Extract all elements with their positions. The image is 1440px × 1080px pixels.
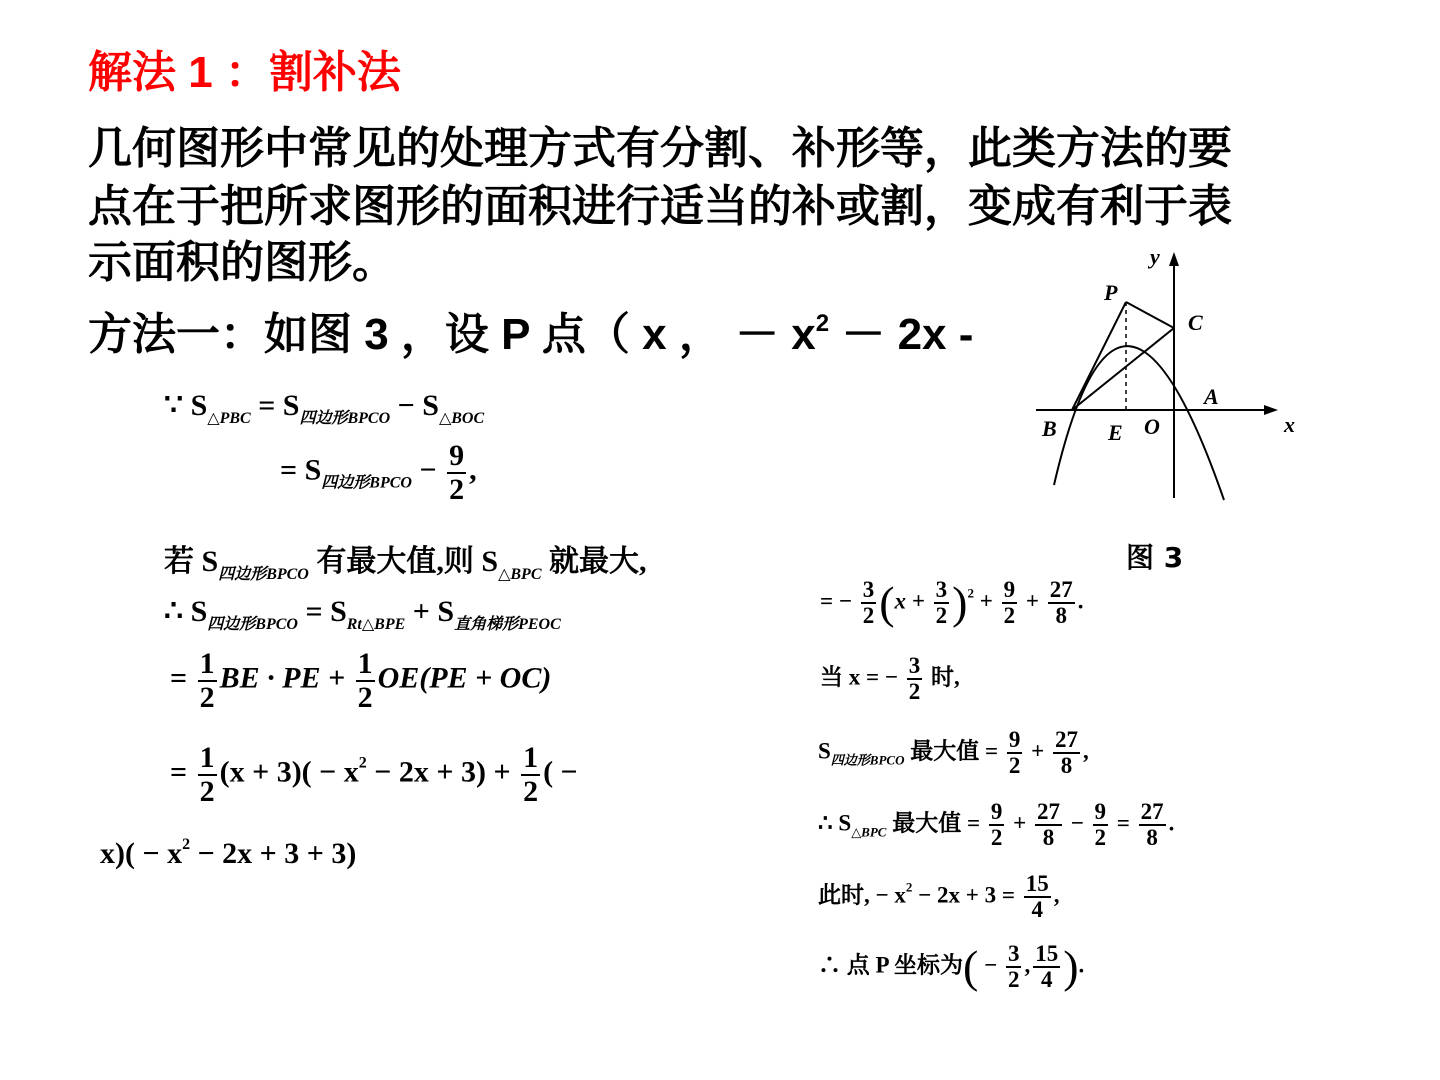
r1-num-1: 3 — [861, 578, 877, 604]
r2-num: 3 — [907, 654, 923, 680]
r1-num-2: 3 — [934, 578, 950, 604]
r5-end: , — [1053, 882, 1060, 908]
r1-paren-open: ( — [879, 577, 895, 629]
l2-end: , — [469, 453, 477, 487]
l6-den-1: 2 — [199, 774, 215, 808]
l5-num-2: 1 — [357, 647, 373, 680]
r4-fraction-2 — [1035, 800, 1062, 850]
r1-num-4: 27 — [1048, 578, 1075, 604]
right-line-4 — [818, 800, 1174, 850]
r4-num-4: 27 — [1139, 800, 1166, 826]
r3-num-2: 27 — [1053, 728, 1080, 754]
r1-den-3: 2 — [1003, 603, 1016, 629]
label-p: P — [1104, 280, 1118, 305]
r1-paren-close: ) — [952, 577, 968, 629]
r4-num-1: 9 — [989, 800, 1005, 826]
l4-sub-c: 直角梯形PEOC — [454, 616, 561, 633]
l7-text-a: x)( − x — [100, 837, 183, 870]
l6-num-2: 1 — [523, 741, 539, 774]
l5-num-1: 1 — [199, 647, 215, 680]
l3-sub-b: △BPC — [498, 566, 542, 583]
r3-fraction-1 — [1007, 728, 1023, 778]
method-line — [88, 298, 973, 362]
r5-text-a: 此时, − x — [818, 882, 906, 908]
label-o: O — [1144, 414, 1160, 439]
r1-num-3: 9 — [1002, 578, 1018, 604]
r3-den-1: 2 — [1008, 753, 1021, 779]
r6-paren-close: ) — [1063, 941, 1079, 993]
r4-num-2: 27 — [1035, 800, 1062, 826]
l4-text-c: + S — [405, 595, 455, 628]
l2-text-a: = S — [280, 453, 322, 487]
l6-exp: 2 — [358, 754, 367, 772]
r1-plus-2: + — [1020, 588, 1045, 614]
r5-text-b: − 2x + 3 = — [912, 882, 1021, 908]
r1-inner: x + — [894, 588, 931, 614]
r3-plus: + — [1025, 738, 1050, 764]
label-e: E — [1108, 420, 1123, 445]
l1-text-b: = S — [250, 389, 300, 422]
l6-text-b: (x + 3)( − x — [219, 755, 359, 789]
l6-text-d: ( − — [543, 755, 578, 789]
r4-den-2: 8 — [1042, 825, 1055, 851]
r5-den: 4 — [1031, 897, 1043, 923]
r6-fraction-1 — [1006, 942, 1022, 992]
l3-sub-a: 四边形BPCO — [218, 566, 309, 583]
r1-den-1: 2 — [862, 603, 875, 629]
left-line-2 — [280, 440, 477, 505]
l1-text-c: − S — [390, 389, 439, 422]
r3-num-1: 9 — [1007, 728, 1023, 754]
paragraph-line-3: 示面积的图形。 — [88, 238, 396, 287]
l1-text-a: ∵ S — [164, 389, 208, 422]
l2-sub: 四边形BPCO — [321, 474, 412, 492]
r4-plus: + — [1007, 810, 1032, 836]
r2-fraction — [907, 654, 923, 704]
l5-den-2: 2 — [357, 680, 373, 714]
r1-fraction-2 — [934, 578, 950, 628]
label-b: B — [1042, 416, 1057, 441]
l1-sub-a: △PBC — [207, 410, 251, 427]
r3-text-b: 最大值 = — [904, 738, 1004, 764]
figure-caption: 图 3 — [1126, 541, 1184, 574]
r5-num: 15 — [1024, 872, 1051, 898]
r5-exp: 2 — [905, 879, 913, 895]
left-line-5 — [170, 648, 551, 713]
r6-den-1: 2 — [1007, 967, 1020, 993]
l3-text-a: 若 S — [164, 545, 219, 578]
r4-fraction-4 — [1139, 800, 1166, 850]
l5-fraction-1 — [198, 648, 217, 713]
r4-end: . — [1168, 810, 1175, 836]
l5-den-1: 2 — [199, 680, 215, 714]
left-line-7 — [100, 836, 356, 871]
r1-fraction-4 — [1048, 578, 1075, 628]
l7-exp: 2 — [182, 836, 191, 853]
r1-den-2: 2 — [935, 603, 948, 629]
r1-fraction-3 — [1002, 578, 1018, 628]
method-suffix: － 2x - — [829, 310, 974, 359]
r1-exp: 2 — [967, 585, 974, 601]
method-prefix: 方法一：如图 3 ，设 P 点（ x ， － x — [88, 310, 816, 359]
r4-fraction-3 — [1093, 800, 1109, 850]
r3-end: , — [1082, 738, 1089, 764]
r2-text-a: 当 x = − — [820, 664, 904, 690]
r3-den-2: 8 — [1060, 753, 1073, 779]
r1-text-a: = − — [820, 588, 858, 614]
right-line-5 — [818, 872, 1059, 922]
l2-num: 9 — [449, 439, 465, 472]
l5-text-c: OE(PE + OC) — [377, 661, 552, 695]
l5-fraction-2 — [356, 648, 375, 713]
right-line-6 — [818, 942, 1084, 992]
r4-text-a: ∴ S — [818, 810, 852, 836]
r3-sub: 四边形BPCO — [830, 752, 905, 768]
l6-fraction-1 — [198, 742, 217, 807]
r6-paren-open: ( — [963, 941, 979, 993]
r4-den-4: 8 — [1146, 825, 1158, 851]
label-c: C — [1188, 310, 1203, 335]
r5-fraction — [1024, 872, 1051, 922]
r4-minus: − — [1064, 810, 1090, 836]
l6-num-1: 1 — [199, 741, 215, 774]
label-a: A — [1204, 384, 1219, 409]
r3-text-a: S — [818, 738, 831, 764]
method-exponent: 2 — [815, 310, 830, 337]
l4-text-b: = S — [297, 595, 347, 628]
r6-num-1: 3 — [1006, 942, 1022, 968]
right-line-3 — [818, 728, 1089, 778]
l6-text-c: − 2x + 3) + — [366, 755, 519, 789]
left-line-1 — [164, 388, 484, 428]
l2-text-b: − — [411, 453, 445, 487]
r4-sub: △BPC — [851, 824, 887, 840]
r4-text-b: 最大值 = — [886, 810, 986, 836]
r6-text-a: ∴ 点 P 坐标为 — [818, 952, 964, 978]
r4-den-3: 2 — [1094, 825, 1107, 851]
label-y: y — [1150, 244, 1160, 269]
left-line-4 — [164, 594, 561, 634]
r2-den: 2 — [908, 679, 921, 705]
right-line-1 — [820, 578, 1083, 628]
l6-den-2: 2 — [523, 774, 539, 808]
l3-text-c: 就最大, — [541, 545, 647, 578]
r4-eq: = — [1111, 810, 1136, 836]
figure-3-diagram — [1026, 240, 1306, 510]
l6-text-a: = — [170, 755, 195, 789]
r2-text-b: 时, — [925, 664, 960, 690]
l4-text-a: ∴ S — [164, 595, 208, 628]
r1-fraction-1 — [861, 578, 877, 628]
r6-minus: − — [978, 952, 1003, 978]
l2-den: 2 — [449, 472, 465, 506]
r6-comma: , — [1024, 952, 1031, 978]
l1-sub-c: △BOC — [438, 410, 485, 427]
r4-den-1: 2 — [990, 825, 1003, 851]
r1-end: . — [1077, 588, 1084, 614]
left-line-6 — [170, 742, 578, 807]
l5-text-a: = — [170, 661, 195, 695]
r6-den-2: 4 — [1040, 967, 1053, 993]
l4-sub-a: 四边形BPCO — [207, 616, 298, 633]
r3-fraction-2 — [1053, 728, 1080, 778]
l6-fraction-2 — [521, 742, 540, 807]
r1-plus-1: + — [973, 588, 999, 614]
r6-fraction-2 — [1033, 942, 1060, 992]
r1-den-4: 8 — [1055, 603, 1067, 629]
r4-num-3: 9 — [1093, 800, 1109, 826]
left-line-3 — [164, 536, 646, 584]
r6-end: . — [1078, 952, 1085, 978]
paragraph-line-1: 几何图形中常见的处理方式有分割、补形等，此类方法的要 — [88, 124, 1232, 173]
right-line-2 — [820, 654, 960, 704]
l1-sub-b: 四边形BPCO — [299, 410, 391, 427]
l4-sub-b: Rt△BPE — [346, 616, 406, 633]
r6-num-2: 15 — [1033, 942, 1060, 968]
solution-heading: 解法 1 ：割补法 — [88, 48, 401, 97]
l5-text-b: BE · PE + — [219, 661, 353, 695]
l2-fraction — [447, 440, 466, 505]
label-x: x — [1284, 412, 1295, 437]
r4-fraction-1 — [989, 800, 1005, 850]
l7-text-b: − 2x + 3 + 3) — [190, 837, 357, 870]
l3-text-b: 有最大值,则 S — [308, 545, 499, 578]
paragraph-line-2: 点在于把所求图形的面积进行适当的补或割，变成有利于表 — [88, 182, 1232, 231]
